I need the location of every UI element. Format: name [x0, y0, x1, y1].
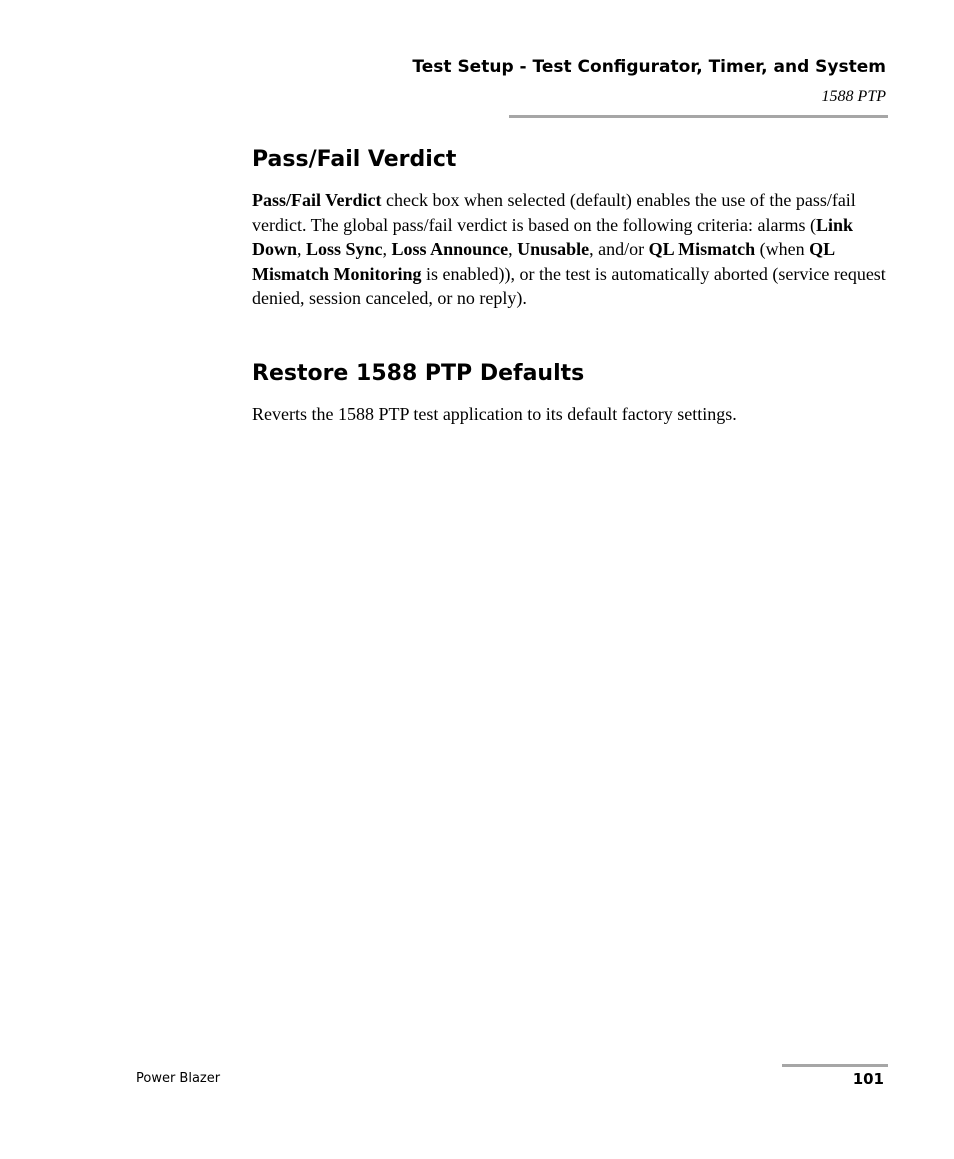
- text-segment: ,: [297, 239, 307, 260]
- text-segment: Loss Announce: [391, 239, 509, 260]
- footer-product-name: Power Blazer: [136, 1071, 221, 1086]
- section-heading-pass-fail-verdict: Pass/Fail Verdict: [252, 147, 457, 172]
- header-divider: [509, 115, 888, 118]
- restore-defaults-paragraph: Reverts the 1588 PTP test application to its default factory settings.: [252, 404, 737, 424]
- pass-fail-verdict-paragraph: [252, 188, 892, 311]
- text-segment: ,: [382, 239, 392, 260]
- text-segment: QL Mismatch Monitoring: [252, 239, 835, 284]
- running-header-title: Test Setup - Test Configurator, Timer, and System: [412, 57, 886, 77]
- text-segment: Pass/Fail Verdict: [252, 190, 382, 210]
- text-segment: check box when selected (default) enables the use of the pass/fail verdict. The global pass/fail verdict is based on the following criteria: alarms (: [252, 190, 856, 235]
- text-segment: ,: [508, 239, 518, 260]
- footer-divider: [782, 1064, 888, 1067]
- text-segment: QL Mismatch: [648, 239, 756, 260]
- running-header-subtitle: 1588 PTP: [821, 88, 886, 105]
- page-number: 101: [852, 1070, 884, 1088]
- text-segment: Link Down: [252, 214, 854, 260]
- text-segment: (when: [755, 239, 810, 260]
- text-segment: Loss Sync: [306, 239, 383, 260]
- text-segment: is enabled)), or the test is automatically aborted (service request denied, session canceled, or no reply).: [252, 263, 886, 309]
- text-segment: Unusable: [517, 239, 590, 260]
- text-segment: , and/or: [589, 239, 649, 260]
- section-heading-restore-defaults: Restore 1588 PTP Defaults: [252, 361, 585, 386]
